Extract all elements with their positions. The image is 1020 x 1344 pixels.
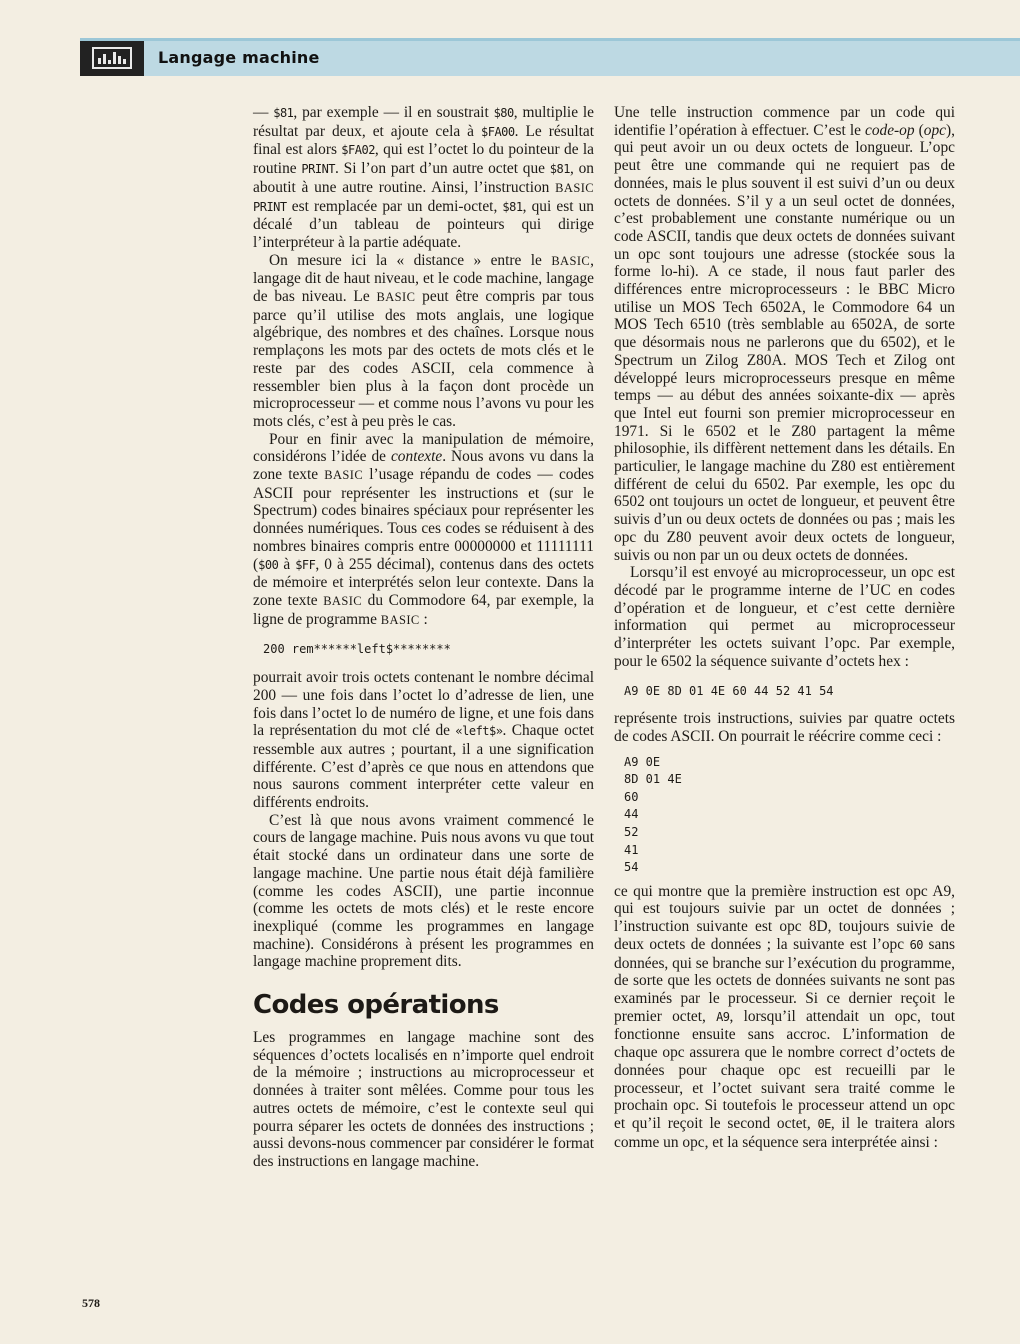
hex-line: 52 (624, 824, 639, 839)
hex-listing (624, 754, 955, 877)
hex-line: 44 (624, 807, 639, 822)
chip-icon (80, 41, 144, 76)
hex-line: 8D 01 4E (624, 772, 682, 787)
hex-line: 41 (624, 842, 639, 857)
paragraph: Les programmes en langage machine sont des séquences d’octets localisés en n’importe quel endroit de la mémoire ; instructions au microprocesseur et données à traiter sont mêlées. Comme pour tous les autres octets de mémoire, c’est le contexte seul qui pourra séparer les octets de données des instructions ; aussi devons-nous commencer par considérer le format des instructions en langage machine. (253, 1029, 594, 1170)
paragraph: — $81, par exemple — il en soustrait $80, multiplie le résultat par deux, et ajoute cela à $FA00. Le résultat final est alors $FA02, qui est l’octet lo du pointeur de la routine PRINT. Si l’on part d’un autre octet que $81, on aboutit à une autre routine. Ainsi, l’instruction BASIC PRINT est remplacée par un demi-octet, $81, qui est un décalé d’un tableau de pointeurs qui dirige l’interpréteur à la partie adéquate. (253, 104, 594, 251)
hex-sequence: A9 0E 8D 01 4E 60 44 52 41 54 (624, 683, 834, 698)
hex-line: 60 (624, 789, 639, 804)
page-number: 578 (82, 1296, 100, 1310)
paragraph: Pour en finir avec la manipulation de mémoire, considérons l’idée de contexte. Nous avons vu dans la zone texte BASIC l’usage répandu de codes — codes ASCII pour représenter les instructions et (sur le Spectrum) codes binaires spéciaux pour représenter les données numériques. Tous ces codes se réduisent à des nombres binaires compris entre 00000000 et 11111111 ($00 à $FF, 0 à 255 décimal), contenus dans des octets de mémoire et interprétés selon leur contexte. Dans la zone texte BASIC du Commodore 64, par exemple, la ligne de programme BASIC : (253, 430, 595, 628)
paragraph: pourrait avoir trois octets contenant le nombre décimal 200 — une fois dans l’octet lo d’adresse de lien, une fois dans l’octet lo de numéro de ligne, et une fois dans la représentation du mot clé de «left$». Chaque octet ressemble aux autres ; pourtant, il a une signification différente. C’est d’après ce que nous en attendons que nous saurons comment interpréter cette valeur en différents endroits. (253, 669, 595, 812)
section-header-bar (80, 38, 1020, 76)
paragraph: représente trois instructions, suivies par quatre octets de codes ASCII. On pourrait le réécrire comme ceci : (614, 710, 955, 745)
paragraph: Une telle instruction commence par un code qui identifie l’opération à effectuer. C’est le code-op (opc), qui peut avoir un ou deux octets de longueur. L’opc peut être une commande qui ne requiert pas de données, mais le plus souvent il est suivi d’un ou deux octets de données. S’il y a un seul octet de données, c’est probablement une constante numérique ou un code ASCII, tandis que deux octets de données suivant un opc sont toujours une adresse (stockée sous la forme lo-hi). A ce stade, il nous faut parler des différences entre microprocesseurs : le BBC Micro utilise un MOS Tech 6502A, le Commodore 64 un MOS Tech 6510 (très semblable au 6502A, de sorte que désormais nous ne parlerons que du 6502), et le Spectrum un Zilog Z80A. MOS Tech et Zilog ont développé leurs microprocesseurs presque en même temps — au début des années soixante-dix — après que Intel eut fourni son premier microprocesseur en 1971. Si le 6502 et le Z80 partagent la même philosophie, ils diffèrent nettement dans les détails. En particulier, le langage machine du Z80 est entièrement différent de celui du 6502. Par exemple, les opc du 6502 ont toujours un octet de longueur, et peuvent être suivis d’un ou deux octets de données ou pas ; mais les opc du Z80 peuvent avoir deux octets de longueur, suivis ou non par un ou deux octets de données. (614, 104, 955, 564)
left-column (253, 104, 594, 1171)
right-column (614, 104, 955, 1151)
code-example: 200 rem******left$******** (263, 642, 451, 657)
paragraph: Lorsqu’il est envoyé au microprocesseur, un opc est décodé par le programme interne de l’UC en codes d’opération et de longueur, et c’est cette dernière information qui permet au microprocesseur d’interpréter les octets suivant l’opc. Par exemple, pour le 6502 la séquence suivante d’octets hex : (614, 564, 955, 670)
section-title: Langage machine (158, 48, 320, 67)
paragraph: ce qui montre que la première instruction est opc A9, qui est toujours suivie par un octet de données ; l’instruction suivante est opc 8D, toujours suivie de deux octets de données ; la suivante est l’opc 60 sans données, qui se branche sur l’exécution du programme, de sorte que les octets de données suivants ne sont pas examinés par le processeur. Si ce dernier reçoit le premier octet, A9, lorsqu’il attendait un opc, tout fonctionne ensuite sans accroc. L’information de chaque opc assurera que le nombre correct d’octets de données pour chaque opc est recueilli par le processeur, et l’octet suivant sera traité comme le prochain opc. Si toutefois le processeur attend un opc et qu’il reçoit le second octet, 0E, il le traitera alors comme un opc, et la séquence sera interprétée ainsi : (614, 882, 956, 1151)
hex-line: A9 0E (624, 754, 661, 769)
hex-line: 54 (624, 860, 639, 875)
paragraph: On mesure ici la « distance » entre le BASIC, langage dit de haut niveau, et le code machine, langage de bas niveau. Le BASIC peut être compris par tous parce qu’il utilise des mots anglais, une logique algébrique, des nombres et des chaînes. Lorsque nous remplaçons les mots par des octets de mots clés et le reste par des codes ASCII, cela commence à ressembler bien plus à la façon dont procède un microprocesseur — et comme nous l’avons vu pour les mots clés, c’est à peu près le cas. (253, 251, 594, 430)
paragraph: C’est là que nous avons vraiment commencé le cours de langage machine. Puis nous avons vu que tout était stocké dans un ordinateur dans une sorte de langage machine. Une partie nous était déjà familière (comme les codes ASCII), une partie inconnue (comme les octets de mots clés) et le reste encore inexpliqué (comme les programmes en langage machine). Considérons à présent les programmes en langage machine proprement dits. (253, 811, 594, 971)
section-heading: Codes opérations (253, 990, 499, 1021)
